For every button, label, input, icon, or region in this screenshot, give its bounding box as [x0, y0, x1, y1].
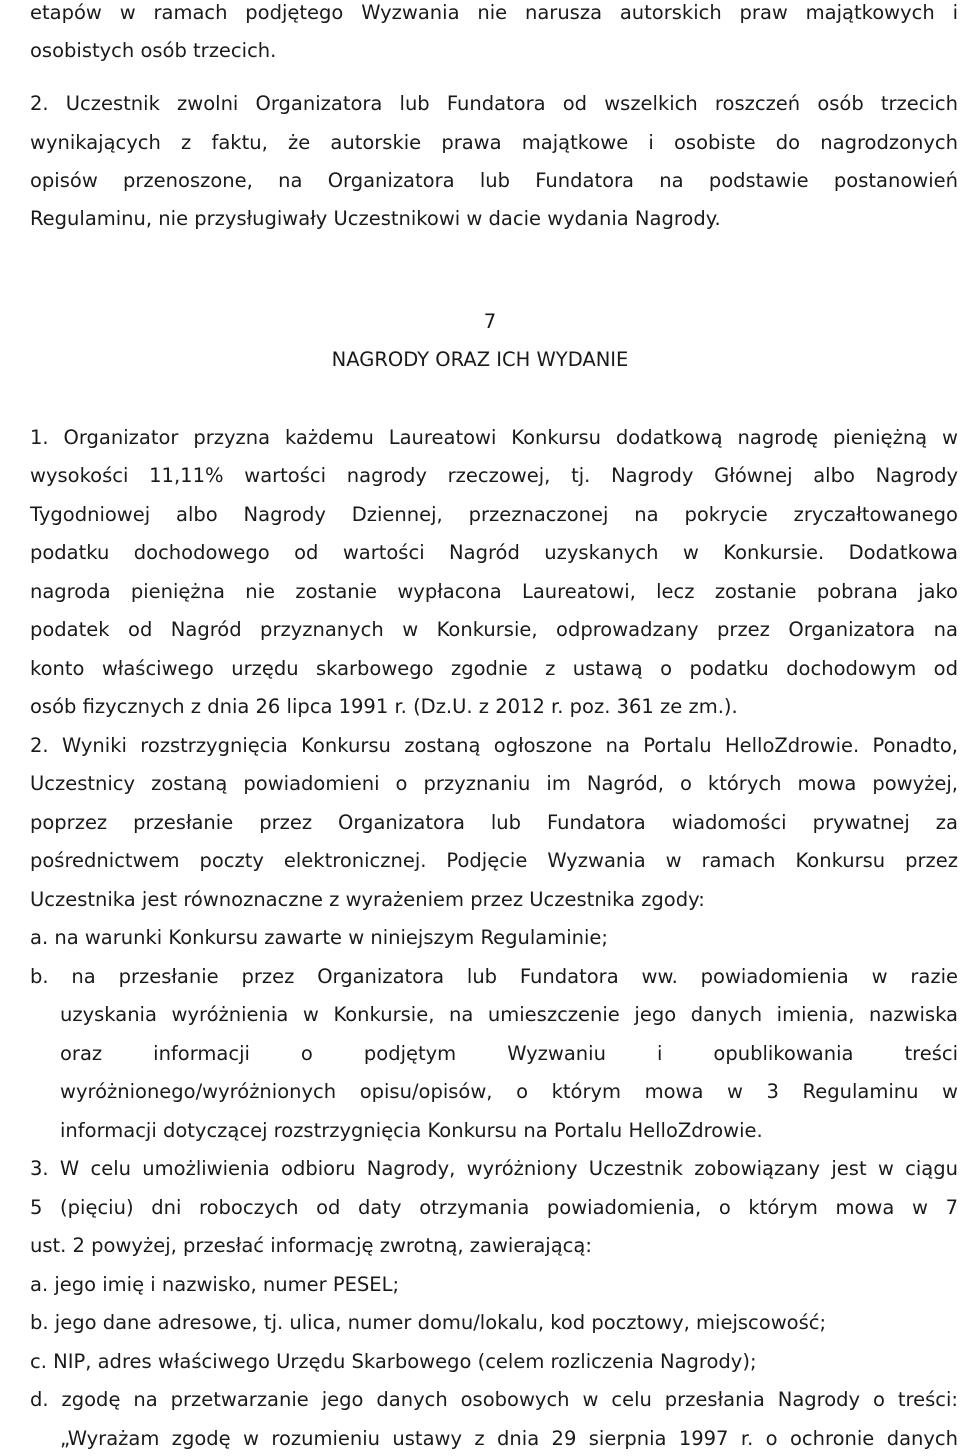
text-line: 1. Organizator przyzna każdemu Laureatowi Konkursu dodatkową nagrodę pieniężną w: [30, 426, 958, 449]
text-line: a. jego imię i nazwisko, numer PESEL;: [30, 1273, 400, 1296]
text-line: opisów przenoszone, na Organizatora lub Fundatora na podstawie postanowień: [30, 169, 958, 192]
text-line: podatek od Nagród przyznanych w Konkursie, odprowadzany przez Organizatora na: [30, 618, 958, 641]
text-line: ust. 2 powyżej, przesłać informację zwrotną, zawierającą:: [30, 1234, 592, 1257]
section-number-value: 7: [483, 310, 497, 333]
text-line: podatku dochodowego od wartości Nagród uzyskanych w Konkursie. Dodatkowa: [30, 541, 958, 564]
text-line: pośrednictwem poczty elektronicznej. Podjęcie Wyzwania w ramach Konkursu przez: [30, 849, 958, 872]
text-line: Tygodniowej albo Nagrody Dziennej, przeznaczonej na pokrycie zryczałtowanego: [30, 503, 958, 526]
text-line: Regulaminu, nie przysługiwały Uczestnikowi w dacie wydania Nagrody.: [30, 207, 721, 230]
text-line: b. jego dane adresowe, tj. ulica, numer domu/lokalu, kod pocztowy, miejscowość;: [30, 1311, 827, 1334]
text-line: 3. W celu umożliwienia odbioru Nagrody, wyróżniony Uczestnik zobowiązany jest w ciągu: [30, 1157, 958, 1180]
text-line: nagroda pieniężna nie zostanie wypłacona Laureatowi, lecz zostanie pobrana jako: [30, 580, 958, 603]
text-line: osób fizycznych z dnia 26 lipca 1991 r. (Dz.U. z 2012 r. poz. 361 ze zm.).: [30, 695, 738, 718]
text-line: osobistych osób trzecich.: [30, 39, 277, 62]
text-line: oraz informacji o podjętym Wyzwaniu i opublikowania treści: [60, 1042, 958, 1065]
text-line: informacji dotyczącej rozstrzygnięcia Konkursu na Portalu HelloZdrowie.: [60, 1119, 763, 1142]
section-number: [0, 309, 960, 335]
text-line: poprzez przesłanie przez Organizatora lub Fundatora wiadomości prywatnej za: [30, 811, 958, 834]
section-title: NAGRODY ORAZ ICH WYDANIE: [331, 348, 629, 371]
text-line: wysokości 11,11% wartości nagrody rzeczowej, tj. Nagrody Głównej albo Nagrody: [30, 464, 958, 487]
text-line: Uczestnika jest równoznaczne z wyrażeniem przez Uczestnika zgody:: [30, 888, 705, 911]
text-line: c. NIP, adres właściwego Urzędu Skarbowego (celem rozliczenia Nagrody);: [30, 1350, 757, 1373]
text-line: 2. Uczestnik zwolni Organizatora lub Fundatora od wszelkich roszczeń osób trzecich: [30, 92, 958, 115]
text-line: uzyskania wyróżnienia w Konkursie, na umieszczenie jego danych imienia, nazwiska: [60, 1003, 958, 1026]
text-line: 5 (pięciu) dni roboczych od daty otrzymania powiadomienia, o którym mowa w 7: [30, 1196, 958, 1219]
text-line: Uczestnicy zostaną powiadomieni o przyznaniu im Nagród, o których mowa powyżej,: [30, 772, 958, 795]
text-line: wynikających z faktu, że autorskie prawa majątkowe i osobiste do nagrodzonych: [30, 131, 958, 154]
text-line: a. na warunki Konkursu zawarte w niniejszym Regulaminie;: [30, 926, 609, 949]
text-line: b. na przesłanie przez Organizatora lub Fundatora ww. powiadomienia w razie: [30, 965, 958, 988]
text-line: d. zgodę na przetwarzanie jego danych osobowych w celu przesłania Nagrody o treści:: [30, 1388, 958, 1411]
text-line: 2. Wyniki rozstrzygnięcia Konkursu zostaną ogłoszone na Portalu HelloZdrowie. Ponadto,: [30, 734, 958, 757]
text-line: etapów w ramach podjętego Wyzwania nie narusza autorskich praw majątkowych i: [30, 1, 958, 24]
text-line: wyróżnionego/wyróżnionych opisu/opisów, o którym mowa w 3 Regulaminu w: [60, 1080, 958, 1103]
text-line: „Wyrażam zgodę w rozumieniu ustawy z dnia 29 sierpnia 1997 r. o ochronie danych: [60, 1427, 958, 1450]
text-line: konto właściwego urzędu skarbowego zgodnie z ustawą o podatku dochodowym od: [30, 657, 958, 680]
